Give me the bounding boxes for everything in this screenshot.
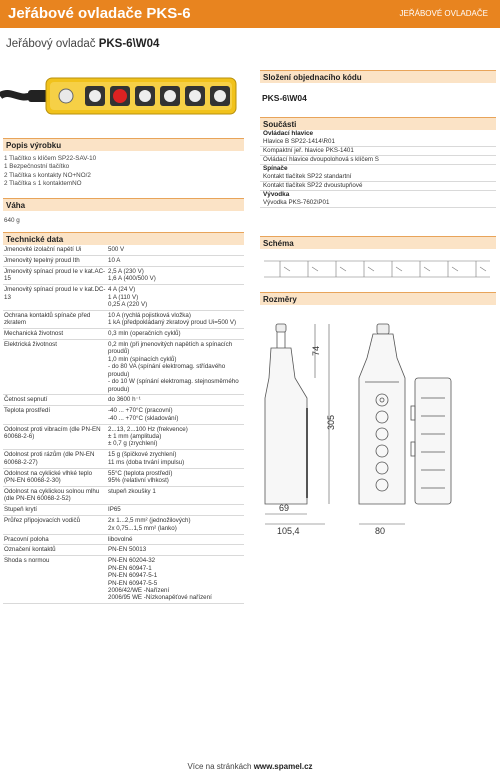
spec-key: Odolnost proti vibracím (dle PN-EN 60068-2-6) <box>3 424 107 450</box>
popis-line: 2 Tlačítka s kontakty NO+NO/2 <box>4 171 91 179</box>
spec-key: Jmenovitý spínací proud Ie v kat.DC-13 <box>3 285 107 311</box>
slozeni-section <box>260 70 496 103</box>
spec-key: Odolnost na cyklické vlhké teplo (PN-EN 60068-2-30) <box>3 468 107 486</box>
spec-value: -40 ... +70°C (pracovní) -40 ... +70°C (skladování) <box>107 406 244 424</box>
spec-row <box>3 310 244 328</box>
spec-value: 2...13, 2...100 Hz (frekvence) ± 1 mm (amplituda) ± 0,7 g (zrychlení) <box>107 424 244 450</box>
spec-row <box>3 545 244 556</box>
spec-value: 0,3 mln (operačních cyklů) <box>107 329 244 340</box>
popis-line: 1 Bezpečnostní tlačítko <box>4 163 70 171</box>
spec-row <box>3 255 244 266</box>
component-item: Hlavice B SP22-1414\R01 <box>260 138 496 147</box>
spec-value: libovolné <box>107 534 244 545</box>
spec-key: Četnost sepnutí <box>3 395 107 406</box>
component-item: Kontakt tlačítek SP22 standartní <box>260 173 496 182</box>
spec-value: 0,2 mln (při jmenovitých napětích a spínacích proudů) 1,0 mln (spínacích cyklů) - do 80 VA (spínání elektromag. střídavého proudu) - do 10 W (spínání elektromag. stejnosměrného proudu) <box>107 340 244 395</box>
spec-key: Teplota prostředí <box>3 406 107 424</box>
component-item: Ovládací hlavice dvoupolohová s klíčem S <box>260 156 496 165</box>
schema-section <box>260 236 496 285</box>
spec-row <box>3 534 244 545</box>
spec-key: Elektrická životnost <box>3 340 107 395</box>
spec-row <box>3 424 244 450</box>
dim-105: 105,4 <box>277 526 300 536</box>
schema-heading: Schéma <box>260 236 496 249</box>
popis-section <box>3 138 244 189</box>
technicke-heading: Technické data <box>3 232 244 245</box>
popis-line: 1 Tlačítko s klíčem SP22-SAV-10 <box>4 155 97 162</box>
spec-key: Stupeň krytí <box>3 505 107 516</box>
spec-row <box>3 406 244 424</box>
spec-row <box>3 266 244 284</box>
wiring-schema <box>260 253 496 283</box>
popis-line: 2 Tlačítka s 1 kontaktemNO <box>4 180 82 188</box>
rozmery-heading: Rozměry <box>260 292 496 305</box>
category-link[interactable]: JEŘÁBOVÉ OVLADAČE <box>399 9 488 18</box>
spec-value: 10 A (rychlá pojistková vložka) 1 kA (předpokládaný zkratový proud Ui=500 V) <box>107 310 244 328</box>
spec-key: Mechanická životnost <box>3 329 107 340</box>
spec-value: 10 A <box>107 255 244 266</box>
spec-value: do 3600 h⁻¹ <box>107 395 244 406</box>
spec-key: Ochrana kontaktů spínače před zkratem <box>3 310 107 328</box>
component-group-title: Spínače <box>263 165 288 172</box>
component-item: Kontakt tlačítek SP22 dvoustupňové <box>260 182 496 191</box>
component-item: Kompaktní jeř. hlavice PKS-1401 <box>260 147 496 156</box>
vaha-section <box>3 198 244 225</box>
spec-row <box>3 486 244 504</box>
dim-80: 80 <box>375 526 386 536</box>
spec-row <box>3 505 244 516</box>
vaha-value: 640 g <box>4 217 20 224</box>
rozmery-section <box>260 292 496 305</box>
spec-row <box>3 329 244 340</box>
dim-69: 69 <box>279 503 290 513</box>
spec-key: Jmenovité izolační napětí Ui <box>3 245 107 255</box>
slozeni-heading: Složení objednacího kódu <box>260 70 496 83</box>
product-subtitle: Jeřábový ovladač PKS-6\W04 <box>6 38 160 50</box>
footer-link[interactable]: www.spamel.cz <box>253 762 313 771</box>
soucasti-list <box>260 130 496 208</box>
spec-value: PN-EN 60204-32 PN-EN 60947-1 PN-EN 60947-5-1 PN-EN 60947-5-5 2006/42/WE -Nařízení 2006/95 WE -Nízkonapěťové nařízení <box>107 556 244 604</box>
spec-value: 15 g (špičkové zrychlení) 11 ms (doba trvání impulsu) <box>107 450 244 468</box>
soucasti-heading: Součásti <box>260 117 496 130</box>
spec-value: 2x 1...2,5 mm² (jednožilových) 2x 0,75...1,5 mm² (lanko) <box>107 516 244 534</box>
dim-74: 74 <box>311 345 321 356</box>
spec-row <box>3 516 244 534</box>
spec-value: IP65 <box>107 505 244 516</box>
spec-key: Jmenovitý tepelný proud Ith <box>3 255 107 266</box>
spec-row <box>3 450 244 468</box>
spec-table <box>3 245 244 604</box>
technicke-section <box>3 232 244 604</box>
spec-value: 4 A (24 V) 1 A (110 V) 0,25 A (220 V) <box>107 285 244 311</box>
header-bar <box>0 0 500 28</box>
vaha-heading: Váha <box>3 198 244 211</box>
product-photo <box>0 58 250 128</box>
dimension-drawing <box>255 318 495 538</box>
component-group-title: Vývodka <box>263 191 290 198</box>
spec-value: 55°C (teplota prostředí) 95% (relativní vlhkost) <box>107 468 244 486</box>
spec-value: PN-EN 50013 <box>107 545 244 556</box>
spec-row <box>3 245 244 255</box>
spec-row <box>3 285 244 311</box>
spec-row <box>3 395 244 406</box>
spec-value: 2,5 A (230 V) 1,6 A (400/500 V) <box>107 266 244 284</box>
component-item: Vývodka PKS-7602\P01 <box>260 199 496 208</box>
spec-key: Pracovní poloha <box>3 534 107 545</box>
soucasti-section <box>260 117 496 208</box>
spec-key: Označení kontaktů <box>3 545 107 556</box>
spec-key: Průřez připojovacích vodičů <box>3 516 107 534</box>
spec-key: Odolnost proti rázům (dle PN-EN 60068-2-27) <box>3 450 107 468</box>
component-group-title: Ovládací hlavice <box>263 130 314 137</box>
order-code: PKS-6\W04 <box>262 93 307 103</box>
spec-key: Odolnost na cyklickou solnou mlhu (dle PN-EN 60068-2-52) <box>3 486 107 504</box>
popis-heading: Popis výrobku <box>3 138 244 151</box>
spec-value: 500 V <box>107 245 244 255</box>
spec-row <box>3 468 244 486</box>
spec-row <box>3 556 244 604</box>
spec-value: stupeň zkoušky 1 <box>107 486 244 504</box>
footer: Více na stránkách www.spamel.cz <box>187 762 313 771</box>
spec-row <box>3 340 244 395</box>
spec-key: Jmenovitý spínací proud Ie v kat.AC-15 <box>3 266 107 284</box>
page-title: Jeřábové ovladače PKS-6 <box>8 5 191 22</box>
spec-key: Shoda s normou <box>3 556 107 604</box>
dim-305: 305 <box>326 414 336 430</box>
